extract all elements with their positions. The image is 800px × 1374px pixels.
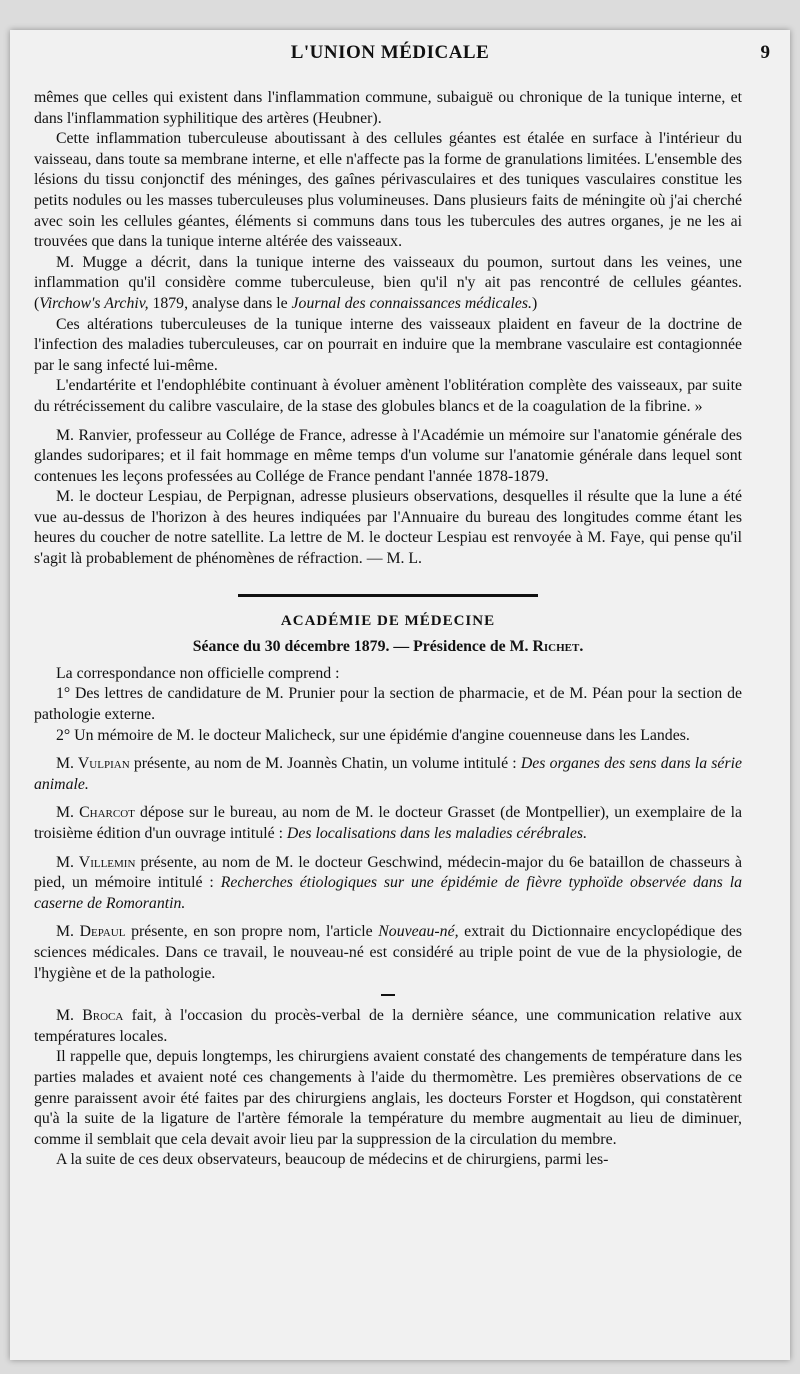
speaker-name: M. Depaul <box>56 923 126 941</box>
mugge-journal: Journal des connaissances médicales. <box>291 294 532 312</box>
correspondance-item: 2° Un mémoire de M. le docteur Malicheck, sur une épidémie d'angine couenneuse dans les Landes. <box>56 726 690 744</box>
page-body <box>34 88 742 1171</box>
correspondance-intro: La correspondance non officielle comprend : <box>56 664 340 682</box>
journal-title: L'UNION MÉDICALE <box>290 42 490 63</box>
depaul-text: présente, en son propre nom, l'article <box>125 923 379 941</box>
paragraph-mugge <box>34 253 742 315</box>
vulpian-text: présente, au nom de M. Joannès Chatin, un volume intitulé : <box>129 755 521 773</box>
journal-page <box>10 30 790 1360</box>
mugge-mid: 1879, analyse dans le <box>148 294 292 312</box>
short-divider <box>381 994 395 996</box>
paragraph: M. le docteur Lespiau, de Perpignan, adresse plusieurs observations, desquelles il résulte que la lune a été vue au-dessus de l'horizon à des heures indiquées par l'Annuaire du bureau des longitudes comme étant les heures du coucher de notre satellite. La lettre de M. le docteur Lespiau est renvoyée à M. Faye, qui pense qu'il s'agit là probablement de phénomènes de réfraction. — M. L. <box>34 488 742 568</box>
section-divider <box>238 594 538 597</box>
broca-text: fait, à l'occasion du procès-verbal de la dernière séance, une communication relative aux températures locales. <box>34 1007 742 1045</box>
paragraph: M. Ranvier, professeur au Collége de France, adresse à l'Académie un mémoire sur l'anatomie générale des glandes sudoripares; et il fait hommage en même temps d'un volume sur l'anatomie générale dans lequel sont contenues les leçons professées au Collége de France pendant l'année 1878-1879. <box>34 426 742 485</box>
paragraph: Cette inflammation tuberculeuse aboutissant à des cellules géantes est étalée en surface à l'intérieur du vaisseau, dans toute sa membrane interne, et elle n'affecte pas la forme de granulations limitées. L'ensemble des lésions du tissu conjonctif des méninges, des gaînes périvasculaires et des tuniques vasculaires constitue les petits nodules ou les masses tuberculeuses plus volumineuses. Dans plusieurs faits de méningite où j'ai cherché avec soin les cellules géantes, éléments si communs dans tous les tubercules des autres organes, je ne les ai trouvées que dans la tunique interne altérée des vaisseaux. <box>34 130 742 251</box>
paragraph: A la suite de ces deux observateurs, beaucoup de médecins et de chirurgiens, parmi les- <box>56 1151 609 1169</box>
charcot-text: dépose sur le bureau, au nom de M. le docteur Grasset (de Montpellier), un exemplaire de la troisième édition d'un ouvrage intitulé : <box>34 804 742 842</box>
villemin-text: présente, au nom de M. le docteur Geschwind, médecin-major du 6e bataillon de chasseurs à pied, un mémoire intitulé : <box>34 853 742 892</box>
charcot-title: Des localisations dans les maladies cérébrales. <box>286 825 588 842</box>
mugge-end: ) <box>531 294 538 312</box>
depaul-end: extrait du Dictionnaire encyclopédique des sciences médicales. Dans ce travail, le nouveau-né est considéré au triple point de vue de la physiologie, de l'hygiène et de la pathologie. <box>34 923 742 982</box>
speaker-name: M. Charcot <box>56 804 135 822</box>
session-line <box>34 637 742 658</box>
paragraph: L'endartérite et l'endophlébite continuant à évoluer amènent l'oblitération complète des vaisseaux, par suite du rétrécissement du calibre vasculaire, de la stase des globules blancs et de la coagulation de la fibrine. » <box>34 377 742 415</box>
speaker-name: M. Villemin <box>56 853 136 871</box>
depaul-title: Nouveau-né, <box>378 923 459 941</box>
paragraph: Ces altérations tuberculeuses de la tunique interne des vaisseaux plaident en faveur de la doctrine de l'infection des maladies tuberculeuses, car on pourrait en induire que la membrane vasculaire est contagionnée par le sang infecté lui-même. <box>34 315 742 374</box>
session-president: Richet <box>532 638 580 656</box>
paragraph-charcot <box>34 803 742 844</box>
villemin-title: Recherches étiologiques sur une épidémie de fièvre typhoïde observée dans la caserne de Romorantin. <box>34 874 742 912</box>
session-prefix: Séance du 30 décembre 1879. — Présidence de M. <box>192 638 533 656</box>
vulpian-title: Des organes des sens dans la série animale. <box>34 755 742 793</box>
speaker-name: M. Vulpian <box>56 755 130 773</box>
mugge-archiv: Virchow's Archiv, <box>39 294 149 312</box>
paragraph-villemin <box>34 853 742 915</box>
paragraph-broca <box>34 1006 742 1047</box>
paragraph-depaul <box>34 922 742 984</box>
paragraph: mêmes que celles qui existent dans l'inflammation commune, subaiguë ou chronique de la tunique interne, et dans l'inflammation syphilitique des artères (Heubner). <box>34 89 742 127</box>
mugge-text: M. Mugge a décrit, dans la tunique interne des vaisseaux du poumon, surtout dans les veines, une inflammation qu'il considère comme tuberculeuse, bien qu'il n'y ait pas rencontré de cellules géantes. ( <box>34 253 742 312</box>
speaker-name: M. Broca <box>56 1007 124 1025</box>
page-header <box>10 42 770 64</box>
page-number: 9 <box>760 42 770 63</box>
paragraph: Il rappelle que, depuis longtemps, les chirurgiens avaient constaté des changements de température dans les parties malades et avaient noté ces changements à l'aide du thermomètre. Les premières observations de ce genre paraissent avoir été faites par des chirurgiens anglais, les docteurs Forster et Hogdson, qui constatèrent qu'à la suite de la ligature de l'artère fémorale la température du membre augmentait au lieu de diminuer, comme il semblait que cela devait avoir lieu par la suppression de la circulation du membre. <box>34 1048 742 1148</box>
correspondance-item: 1° Des lettres de candidature de M. Prunier pour la section de pharmacie, et de M. Péan pour la section de pathologie externe. <box>34 685 742 724</box>
session-suffix: . <box>579 638 584 656</box>
paragraph-vulpian <box>34 754 742 795</box>
section-title: ACADÉMIE DE MÉDECINE <box>280 612 496 629</box>
